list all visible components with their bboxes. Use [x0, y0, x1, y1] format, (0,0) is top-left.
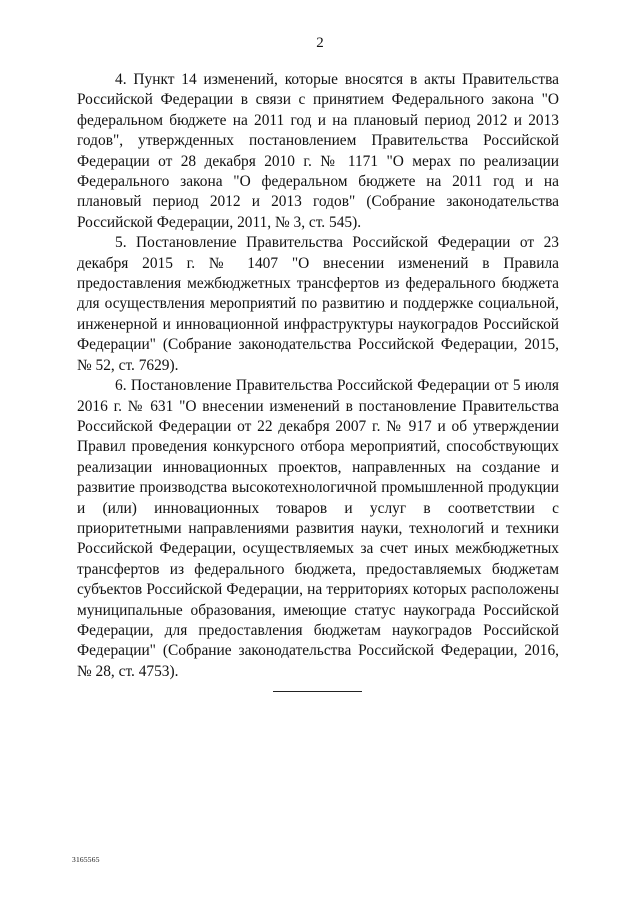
page-number: 2: [316, 35, 324, 51]
document-code: 3165565: [72, 855, 100, 864]
document-body: [77, 70, 559, 682]
end-of-document-rule: [273, 691, 362, 692]
paragraph-item-4: 4. Пункт 14 изменений, которые вносятся в акты Правительства Российской Федерации в связи с принятием Федерального закона "О федеральном бюджете на 2011 год и на плановый период 2012 и 2013 годов", утвержденных постановлением Правительства Российской Федерации от 28 декабря 2010 г. № 1171 "О мерах по реализации Федерального закона "О федеральном бюджете на 2011 год и на плановый период 2012 и 2013 годов" (Собрание законодательства Российской Федерации, 2011, № 3, ст. 545).: [77, 71, 559, 231]
paragraph-item-6: 6. Постановление Правительства Российской Федерации от 5 июля 2016 г. № 631 "О внесении изменений в постановление Правительства Российской Федерации от 22 декабря 2007 г. № 917 и об утверждении Правил проведения конкурсного отбора мероприятий, способствующих реализации инновационных проектов, направленных на создание и развитие производства высокотехнологичной промышленной продукции и (или) инновационных товаров и услуг в соответствии с приоритетными направлениями развития науки, технологий и техники Российской Федерации, осуществляемых за счет иных межбюджетных трансфертов из федерального бюджета, предоставляемых бюджетам субъектов Российской Федерации, на территориях которых расположены муниципальные образования, имеющие статус наукограда Российской Федерации, для предоставления бюджетам наукоградов Российской Федерации" (Собрание законодательства Российской Федерации, 2016, № 28, ст. 4753).: [77, 377, 559, 680]
paragraph-item-5: 5. Постановление Правительства Российской Федерации от 23 декабря 2015 г. № 1407 "О внесении изменений в Правила предоставления межбюджетных трансфертов из федерального бюджета для осуществления мероприятий по развитию и поддержке социальной, инженерной и инновационной инфраструктуры наукоградов Российской Федерации" (Собрание законодательства Российской Федерации, 2015, № 52, ст. 7629).: [77, 234, 559, 374]
